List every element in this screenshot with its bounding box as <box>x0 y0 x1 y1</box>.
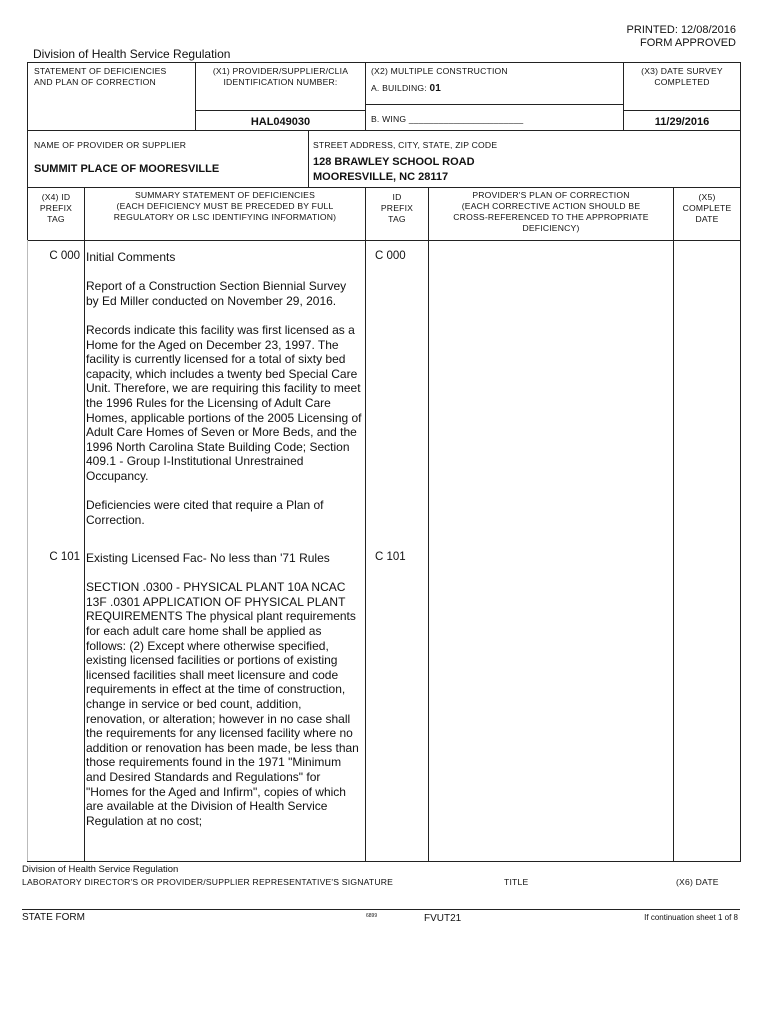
summary-header-line1: SUMMARY STATEMENT OF DEFICIENCIES <box>134 190 316 200</box>
building-field <box>371 83 441 94</box>
provider-name: SUMMIT PLACE OF MOORESVILLE <box>34 163 220 175</box>
statement-label <box>34 66 166 88</box>
x4-header <box>28 192 84 225</box>
address <box>313 155 475 185</box>
deficiency-tag-c101: C 101 <box>49 551 80 563</box>
wing-field: B. WING _______________________ <box>371 114 524 124</box>
deficiency-c101-title: Existing Licensed Fac- No less than '71 Rules <box>86 551 330 565</box>
deficiency-c101-para1: SECTION .0300 - PHYSICAL PLANT 10A NCAC 13F .0301 APPLICATION OF PHYSICAL PLANT REQUIREMENTS The physical plant requirements for each adult care home shall be applied as follows: (2) Except where otherwise specified, existing licensed facilities or portions of existing licensed facilities shall meet licensure and code requirements in effect at the time of construction, change in service or bed count, addition, renovation, or alteration; however in no case shall the requirements for any licensed facility where no addition or renovation has been made, be less than those requirements found in the 1971 "Minimum and Desired Standards and Regulations" for "Homes for the Aged and Infirm", copies of which are available at the Division of Health Service Regulation at no cost; <box>86 580 359 828</box>
agency-title: Division of Health Service Regulation <box>33 47 231 61</box>
statement-label-line1: STATEMENT OF DEFICIENCIES <box>34 66 167 76</box>
state-form-label: STATE FORM <box>22 912 85 923</box>
form-number: 6899 <box>366 913 378 919</box>
x1-label <box>196 66 365 88</box>
building-label: A. BUILDING: <box>371 83 427 93</box>
x5-header-line2: COMPLETE <box>682 203 732 213</box>
plan-tag-c000: C 000 <box>375 250 406 262</box>
x3-label-line2: COMPLETED <box>654 77 710 87</box>
deficiency-c000-para1: Report of a Construction Section Biennial Survey by Ed Miller conducted on November 29, 2016. <box>86 279 347 308</box>
survey-date: 11/29/2016 <box>654 116 710 128</box>
deficiency-c000 <box>86 250 362 542</box>
id-header-line2: PREFIX <box>380 203 414 213</box>
summary-header-line3: REGULATORY OR LSC IDENTIFYING INFORMATION) <box>113 212 337 222</box>
plan-header-line2: (EACH CORRECTIVE ACTION SHOULD BE <box>461 201 641 211</box>
id-header <box>366 192 428 225</box>
provider-id-number: HAL049030 <box>250 116 311 128</box>
x4-header-line2: PREFIX <box>39 203 73 213</box>
x5-header-line3: DATE <box>695 214 719 224</box>
x3-label-line1: (X3) DATE SURVEY <box>641 66 723 76</box>
x5-header-line1: (X5) <box>698 192 716 202</box>
signature-label: LABORATORY DIRECTOR'S OR PROVIDER/SUPPLIER REPRESENTATIVE'S SIGNATURE <box>22 877 394 887</box>
x3-label <box>624 66 740 88</box>
x6-date-label: (X6) DATE <box>676 877 719 887</box>
plan-header-line4: DEFICIENCY) <box>522 223 580 233</box>
deficiency-c000-para2: Records indicate this facility was first licensed as a Home for the Aged on December 23, 1997. The facility is currently licensed for a total of sixty bed capacity, which includes a twenty bed Special Care Unit. Therefore, we are requiring this facility to meet the 1996 Rules for the Licensing of Adult Care Homes, applicable portions of the 2005 Licensing of Adult Care Homes of Seven or More Beds, and the 1996 North Carolina State Building Code; Section 409.1 - Group I-Institutional Unrestrained Occupancy. <box>86 322 362 483</box>
building-value: 01 <box>429 83 442 94</box>
x1-label-line1: (X1) PROVIDER/SUPPLIER/CLIA <box>212 66 349 76</box>
x2-label: (X2) MULTIPLE CONSTRUCTION <box>371 66 508 76</box>
title-label: TITLE <box>504 877 529 887</box>
address-line1: 128 BRAWLEY SCHOOL ROAD <box>313 156 475 168</box>
summary-header <box>85 190 365 223</box>
provider-label: NAME OF PROVIDER OR SUPPLIER <box>34 140 187 150</box>
continuation-sheet: If continuation sheet 1 of 8 <box>644 913 738 922</box>
statement-label-line2: AND PLAN OF CORRECTION <box>34 77 156 87</box>
address-line2: MOORESVILLE, NC 28117 <box>313 171 449 183</box>
deficiency-c101 <box>86 551 362 843</box>
plan-header <box>429 190 673 234</box>
print-stamp <box>610 24 736 50</box>
x1-label-line2: IDENTIFICATION NUMBER: <box>223 77 338 87</box>
x4-header-line1: (X4) ID <box>41 192 71 202</box>
printed-date: PRINTED: 12/08/2016 <box>626 24 736 36</box>
form-approved: FORM APPROVED <box>640 37 736 49</box>
plan-tag-c101: C 101 <box>375 551 406 563</box>
id-header-line3: TAG <box>388 214 406 224</box>
footer-agency: Division of Health Service Regulation <box>22 864 179 875</box>
plan-header-line3: CROSS-REFERENCED TO THE APPROPRIATE <box>453 212 649 222</box>
address-label: STREET ADDRESS, CITY, STATE, ZIP CODE <box>313 140 498 150</box>
deficiency-c000-para3: Deficiencies were cited that require a Plan of Correction. <box>86 498 324 527</box>
plan-header-line1: PROVIDER'S PLAN OF CORRECTION <box>472 190 630 200</box>
deficiency-tag-c000: C 000 <box>49 250 80 262</box>
summary-header-line2: (EACH DEFICIENCY MUST BE PRECEDED BY FULL <box>116 201 334 211</box>
x4-header-line3: TAG <box>47 214 65 224</box>
x5-header <box>674 192 740 225</box>
deficiency-c000-title: Initial Comments <box>86 250 176 264</box>
event-id: FVUT21 <box>424 913 462 924</box>
id-header-line1: ID <box>392 192 402 202</box>
